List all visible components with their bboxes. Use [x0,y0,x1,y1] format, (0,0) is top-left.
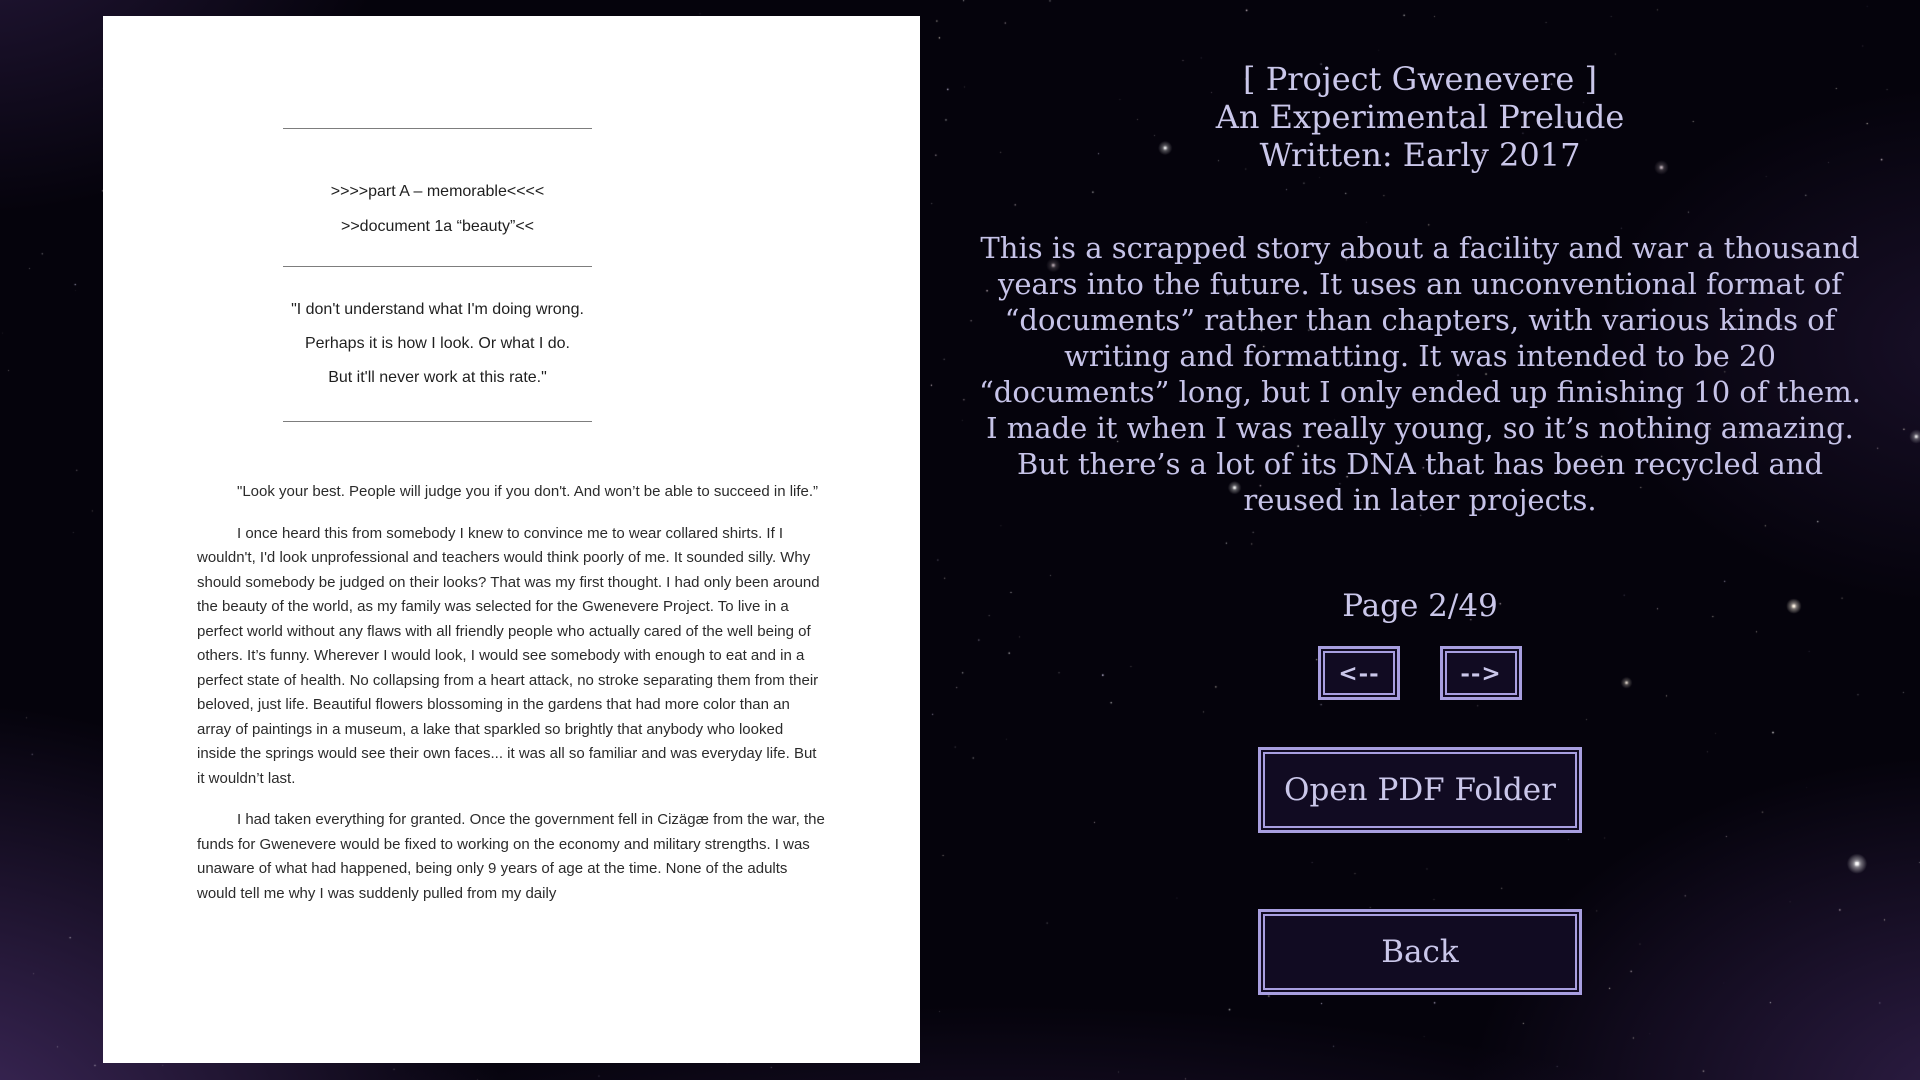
next-page-button[interactable]: --> [1440,646,1522,700]
page-nav-row [1318,646,1522,700]
quote-line: "I don't understand what I'm doing wrong. [291,301,584,318]
quote-line: Perhaps it is how I look. Or what I do. [304,335,570,352]
pdf-page [103,16,920,1063]
prev-page-button[interactable]: <-- [1318,646,1400,700]
epigraph-quote [283,300,592,388]
body-paragraph: I once heard this from somebody I knew to convince me to wear collared shirts. If I wouldn't, I'd look unprofessional and teachers would think poorly of me. It sounded silly. Why should somebody be judged on their looks? That was my first thought. I had only been around the beauty of the world, as my family was selected for the Gwenevere Project. To live in a perfect world without any flaws with all friendly people who actually cared of the well being of others. It’s funny. Wherever I would look, I would see somebody with enough to eat and in a perfect state of health. No collapsing from a heart attack, no stroke separating them from their beloved, just life. Beautiful flowers blossoming in the gardens that had more color than an array of paintings in a museum, a lake that sparkled so brightly that anybody who looked inside the springs would see their own faces... it was all so familiar and was everyday life. But it wouldn’t last. [197,524,820,787]
open-pdf-folder-button[interactable]: Open PDF Folder [1258,747,1582,833]
project-title-line: Written: Early 2017 [1259,136,1581,174]
project-description: This is a scrapped story about a facility and war a thousand years into the future. It uses an unconventional format of “documents” rather than chapters, with various kinds of writing and formatting. It was intended to be 20 “documents” long, but I only ended up finishing 10 of them. I made it when I was really young, so it’s nothing amazing. But there’s a lot of its DNA that has been recycled and reused in later projects. [978,231,1862,517]
divider [283,266,592,267]
page-indicator: Page 2/49 [1342,588,1498,624]
project-title [1216,60,1625,174]
pdf-page-header [283,16,592,422]
document-header: >>document 1a “beauty”<< [340,218,535,235]
reader-info-panel [920,0,1920,1080]
divider [283,128,592,129]
body-paragraph: "Look your best. People will judge you if you don't. And won’t be able to succeed in life.” [237,483,819,500]
pdf-page-body [103,480,920,906]
back-button[interactable]: Back [1258,909,1582,995]
divider [283,421,592,422]
project-title-line: An Experimental Prelude [1215,98,1625,136]
project-title-line: [ Project Gwenevere ] [1243,60,1597,98]
part-header: >>>>part A – memorable<<<< [330,183,545,200]
body-paragraph: I had taken everything for granted. Once the government fell in Cizägæ from the war, the funds for Gwenevere would be fixed to working on the economy and military strengths. I was unaware of what had happened, being only 9 years of age at the time. None of the adults would tell me why I was suddenly pulled from my daily [197,811,825,902]
quote-line: But it'll never work at this rate." [328,369,547,386]
